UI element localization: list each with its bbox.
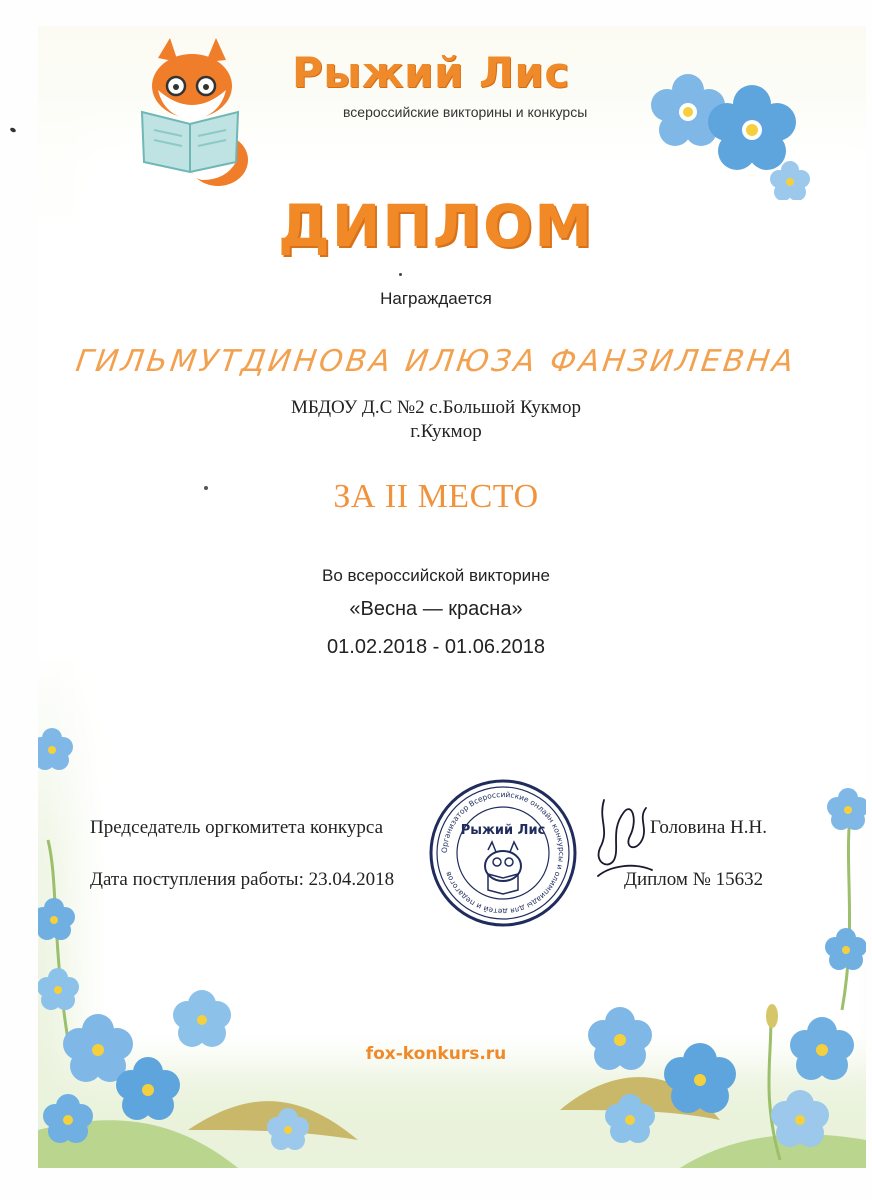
chair-label: Председатель оргкомитета конкурса	[90, 817, 383, 838]
received-date: Дата поступления работы: 23.04.2018	[90, 869, 395, 890]
recipient-city: г.Кукмор	[410, 421, 482, 442]
flowers-bottom-right-icon	[560, 990, 866, 1168]
stamp-center-text: Рыжий Лис	[460, 823, 546, 838]
scan-speck	[9, 127, 16, 133]
stamp-seal-icon	[428, 778, 578, 928]
fox-logo-icon	[128, 38, 250, 190]
flowers-top-right-icon	[640, 70, 820, 200]
award-place: ЗА II МЕСТО	[333, 478, 539, 515]
flowers-bottom-left-icon	[38, 980, 438, 1168]
contest-name: «Весна — красна»	[349, 598, 523, 620]
recipient-organization: МБДОУ Д.С №2 с.Большой Кукмор	[291, 397, 581, 418]
diploma-title: ДИПЛОМ	[278, 192, 594, 260]
stamp-ring-text: Организатор Всероссийские онлайн конкурсы и олимпиады для детей и педагогов	[439, 789, 567, 917]
flowers-right-icon	[812, 760, 866, 1020]
chair-name: Головина Н.Н.	[650, 817, 767, 838]
diploma-number: Диплом № 15632	[624, 869, 764, 890]
awarded-label: Награждается	[380, 289, 492, 308]
contest-intro: Во всероссийской викторине	[321, 566, 550, 585]
svg-text:Организатор Всероссийские онла	[440, 790, 566, 916]
website-link[interactable]: fox-konkurs.ru	[365, 1044, 507, 1064]
scan-dot	[399, 273, 402, 276]
brand-subtitle: всероссийские викторины и конкурсы	[343, 104, 588, 120]
brand-name: Рыжий Лис	[292, 48, 570, 97]
recipient-name: ГИЛЬМУТДИНОВА ИЛЮЗА ФАНЗИЛЕВНА	[73, 344, 799, 379]
contest-dates: 01.02.2018 - 01.06.2018	[327, 636, 545, 658]
